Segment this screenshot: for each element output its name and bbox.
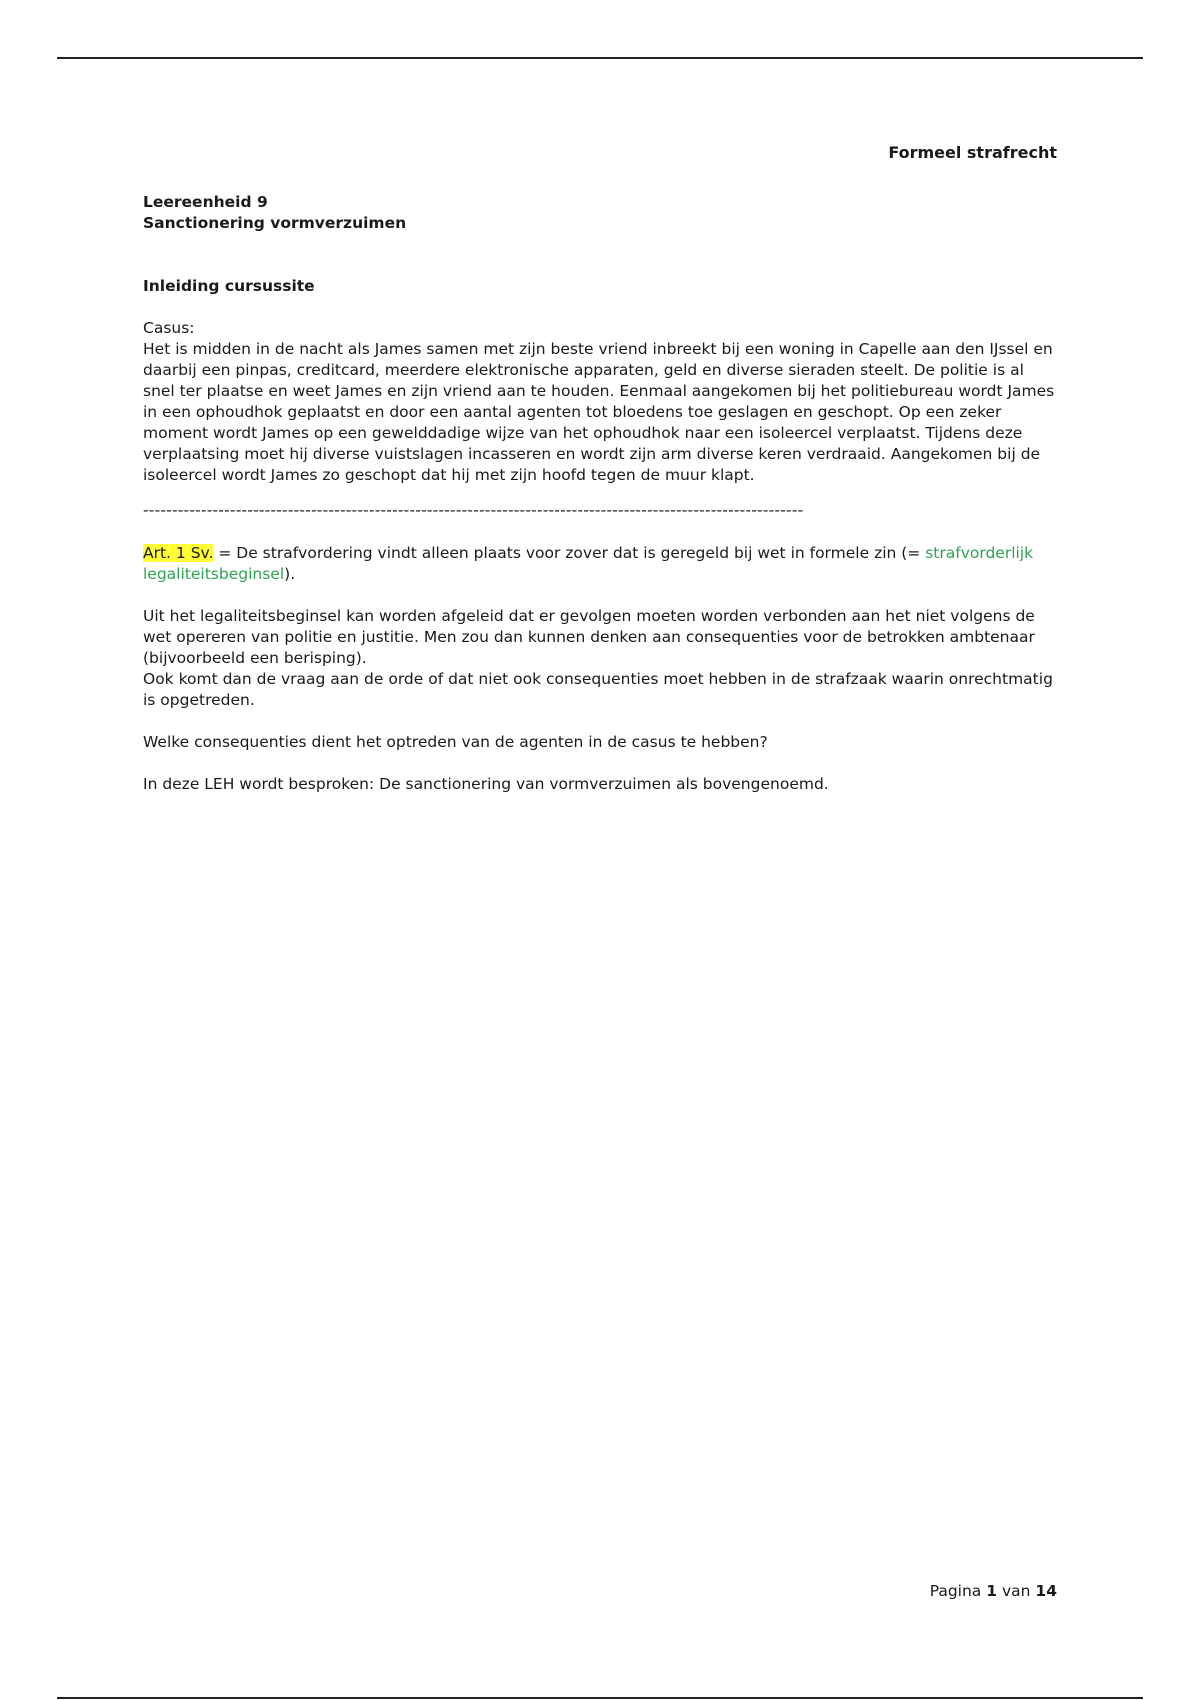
unit-title: Sanctionering vormverzuimen (143, 214, 407, 232)
page-number (930, 1582, 1057, 1600)
article-closing: ). (284, 565, 296, 583)
page-content (143, 192, 1058, 795)
unit-number: Leereenheid 9 (143, 193, 268, 211)
of-word: van (1001, 1582, 1031, 1600)
page-current: 1 (986, 1582, 998, 1600)
casus-text: Het is midden in de nacht als James samen met zijn beste vriend inbreekt bij een woning in Capelle aan den IJssel en daarbij een pinpas, creditcard, meerdere elektronische apparaten, geld en diverse sieraden steelt. De politie is al snel ter plaatse en weet James en zijn vriend aan te houden. Eenmaal aangekomen bij het politiebureau wordt James in een ophoudhok geplaatst en door een aantal agenten tot bloedens toe geslagen en geschopt. Op een zeker moment wordt James op een gewelddadige wijze van het ophoudhok naar een isoleercel verplaatst. Tijdens deze verplaatsing moet hij diverse vuistslagen incasseren en wordt zijn arm diverse keren verdraaid. Aangekomen bij de isoleercel wordt James zo geschopt dat hij met zijn hoofd tegen de muur klapt. (143, 340, 1055, 484)
section-heading: Inleiding cursussite (143, 277, 315, 295)
article-definition (143, 543, 1058, 585)
paragraph-legality-line1: Uit het legaliteitsbeginsel kan worden afgeleid dat er gevolgen moeten worden verbonden aan het niet volgens de wet opereren van politie en justitie. Men zou dan kunnen denken aan consequenties voor de betrokken ambtenaar (bijvoorbeeld een berisping). (143, 607, 1035, 667)
paragraph-question: Welke consequenties dient het optreden van de agenten in de casus te hebben? (143, 733, 768, 751)
separator-line: ------------------------------------------------------------------------------------------------------------------ (143, 501, 804, 519)
casus-block (143, 318, 1058, 486)
paragraph-scope: In deze LEH wordt besproken: De sanctionering van vormverzuimen als bovengenoemd. (143, 775, 829, 793)
top-rule (57, 57, 1143, 59)
course-title: Formeel strafrecht (888, 143, 1057, 162)
paragraph-legality (143, 606, 1058, 711)
article-text: = De strafvordering vindt alleen plaats voor zover dat is geregeld bij wet in formele zin (= (213, 544, 926, 562)
bottom-rule (57, 1697, 1143, 1699)
legality-principle-term: strafvorderlijk legaliteitsbeginsel (143, 544, 1034, 583)
paragraph-legality-line2: Ook komt dan de vraag aan de orde of dat niet ook consequenties moet hebben in de strafzaak waarin onrechtmatig is opgetreden. (143, 670, 1053, 709)
page-total: 14 (1035, 1582, 1057, 1600)
casus-label: Casus: (143, 319, 195, 337)
article-reference: Art. 1 Sv. (143, 544, 214, 562)
page-word: Pagina (929, 1582, 982, 1600)
